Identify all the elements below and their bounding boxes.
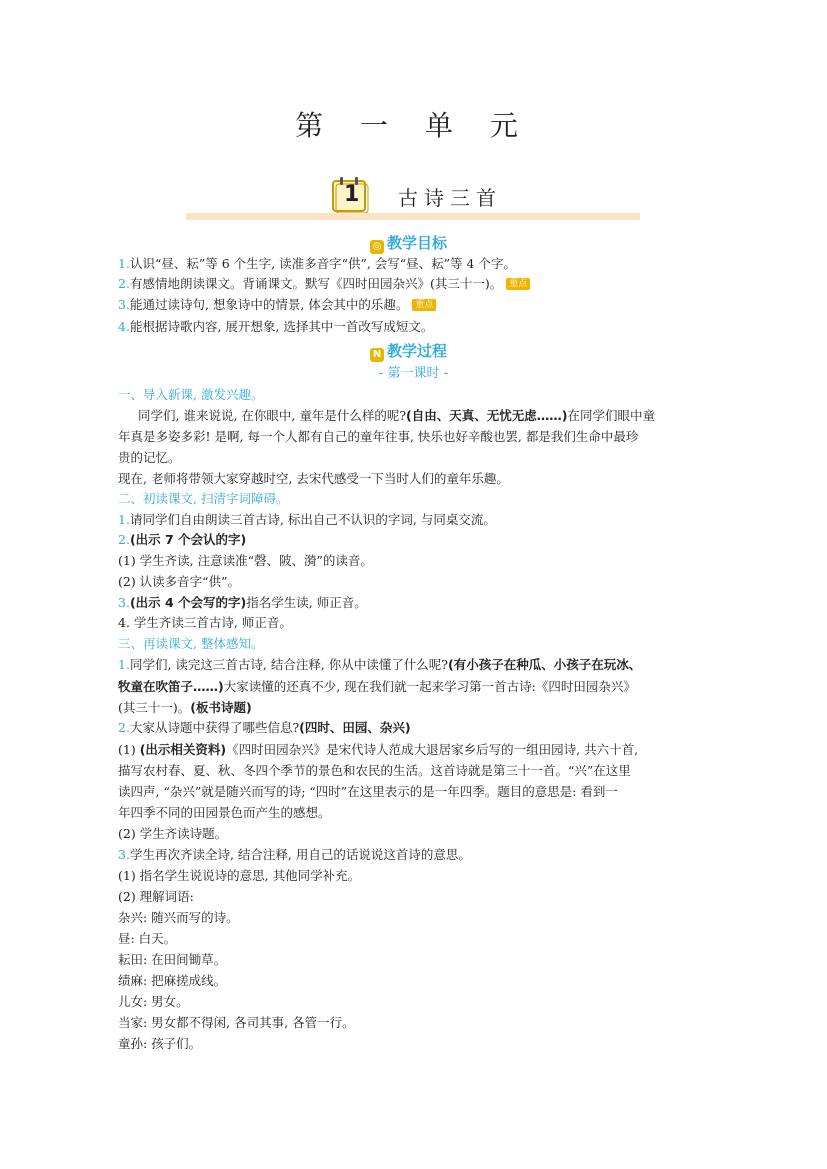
word-definition: 当家: 男女都不得闲, 各司其事, 各管一行。	[118, 1015, 355, 1030]
step-line: (2) 理解词语:	[118, 889, 194, 904]
word-definition: 儿女: 男女。	[118, 994, 189, 1009]
step-line: 牧童在吹笛子……)大家读懂的还真不少, 现在我们就一起来学习第一首古诗:《四时田园杂兴》	[118, 679, 636, 694]
process-heading: N 教学过程	[370, 340, 447, 362]
step-line: (1) 学生齐读, 注意读准“磬、陂、漪”的读音。	[118, 553, 373, 568]
step-line: (1) (出示相关资料)《四时田园杂兴》是宋代诗人范成大退居家乡后写的一组田园诗, 共六十首,	[118, 742, 639, 757]
process-icon: N	[370, 348, 384, 362]
word-definition: 耘田: 在田间锄草。	[118, 952, 227, 967]
step-line: (2) 认读多音字“供”。	[118, 574, 240, 589]
paragraph-line: 现在, 老师将带领大家穿越时空, 去宋代感受一下当时人们的童年乐趣。	[118, 471, 509, 486]
lesson-title: 古诗三首	[398, 186, 502, 210]
step-line: 4. 学生齐读三首古诗, 师正音。	[118, 615, 292, 630]
step-line: (1) 指名学生说说诗的意思, 其他同学补充。	[118, 868, 361, 883]
step-line: 3.(出示 4 个会写的字)指名学生读, 师正音。	[118, 595, 367, 610]
section-heading: 一、导入新课, 激发兴趣。	[118, 387, 264, 402]
word-definition: 绩麻: 把麻搓成线。	[118, 973, 227, 988]
paragraph-line: 贵的记忆。	[118, 450, 181, 465]
header-divider	[186, 213, 640, 220]
word-definition: 昼: 白天。	[118, 931, 177, 946]
goals-heading: ◎ 教学目标	[370, 232, 447, 254]
period-label: - 第一课时 -	[378, 366, 449, 381]
word-definition: 童孙: 孩子们。	[118, 1036, 202, 1051]
paragraph-line: 年真是多姿多彩! 是啊, 每一个人都有自己的童年往事, 快乐也好辛酸也罢, 都是我们生命中最珍	[118, 429, 639, 444]
step-line: 2.(出示 7 个会认的字)	[118, 532, 247, 547]
section-heading: 二、初读课文, 扫清字词障碍。	[118, 491, 289, 506]
goal-item: 1.认识“昼、耘”等 6 个生字, 读准多音字“供”, 会写“昼、耘”等 4 个字。	[118, 256, 516, 271]
section-heading: 三、再读课文, 整体感知。	[118, 636, 264, 651]
step-line: (其三十一)。(板书诗题)	[118, 700, 252, 715]
step-line: 读四声, “杂兴”就是随兴而写的诗; “四时”在这里表示的是一年四季。题目的意思是: 看到一	[118, 784, 618, 799]
lesson-number: 1	[344, 182, 360, 207]
goal-item: 4.能根据诗歌内容, 展开想象, 选择其中一首改写成短文。	[118, 319, 434, 334]
target-icon: ◎	[370, 240, 384, 254]
word-definition: 杂兴: 随兴而写的诗。	[118, 910, 239, 925]
step-line: 3.学生再次齐读全诗, 结合注释, 用自己的话说说这首诗的意思。	[118, 847, 471, 862]
step-line: (2) 学生齐读诗题。	[118, 826, 228, 841]
paragraph-line: 同学们, 谁来说说, 在你眼中, 童年是什么样的呢?(自由、天真、无忧无虑……)在同学们眼中童	[138, 408, 655, 423]
step-line: 1.同学们, 读完这三首古诗, 结合注释, 你从中读懂了什么呢?(有小孩子在种瓜、小孩子在玩冰、	[118, 657, 642, 672]
goal-item: 3.能通过读诗句, 想象诗中的情景, 体会其中的乐趣。 重点	[118, 297, 436, 313]
key-point-badge: 重点	[412, 299, 436, 311]
step-line: 1.请同学们自由朗读三首古诗, 标出自己不认识的字词, 与同桌交流。	[118, 512, 496, 527]
step-line: 2.大家从诗题中获得了哪些信息?(四时、田园、杂兴)	[118, 720, 411, 735]
unit-title: 第 一 单 元	[295, 109, 532, 142]
step-line: 年四季不同的田园景色而产生的感想。	[118, 805, 331, 820]
step-line: 描写农村春、夏、秋、冬四个季节的景色和农民的生活。这首诗就是第三十一首。“兴”在这里	[118, 763, 631, 778]
key-point-badge: 重点	[506, 278, 530, 290]
goal-item: 2.有感情地朗读课文。背诵课文。默写《四时田园杂兴》(其三十一)。 重点	[118, 276, 530, 292]
